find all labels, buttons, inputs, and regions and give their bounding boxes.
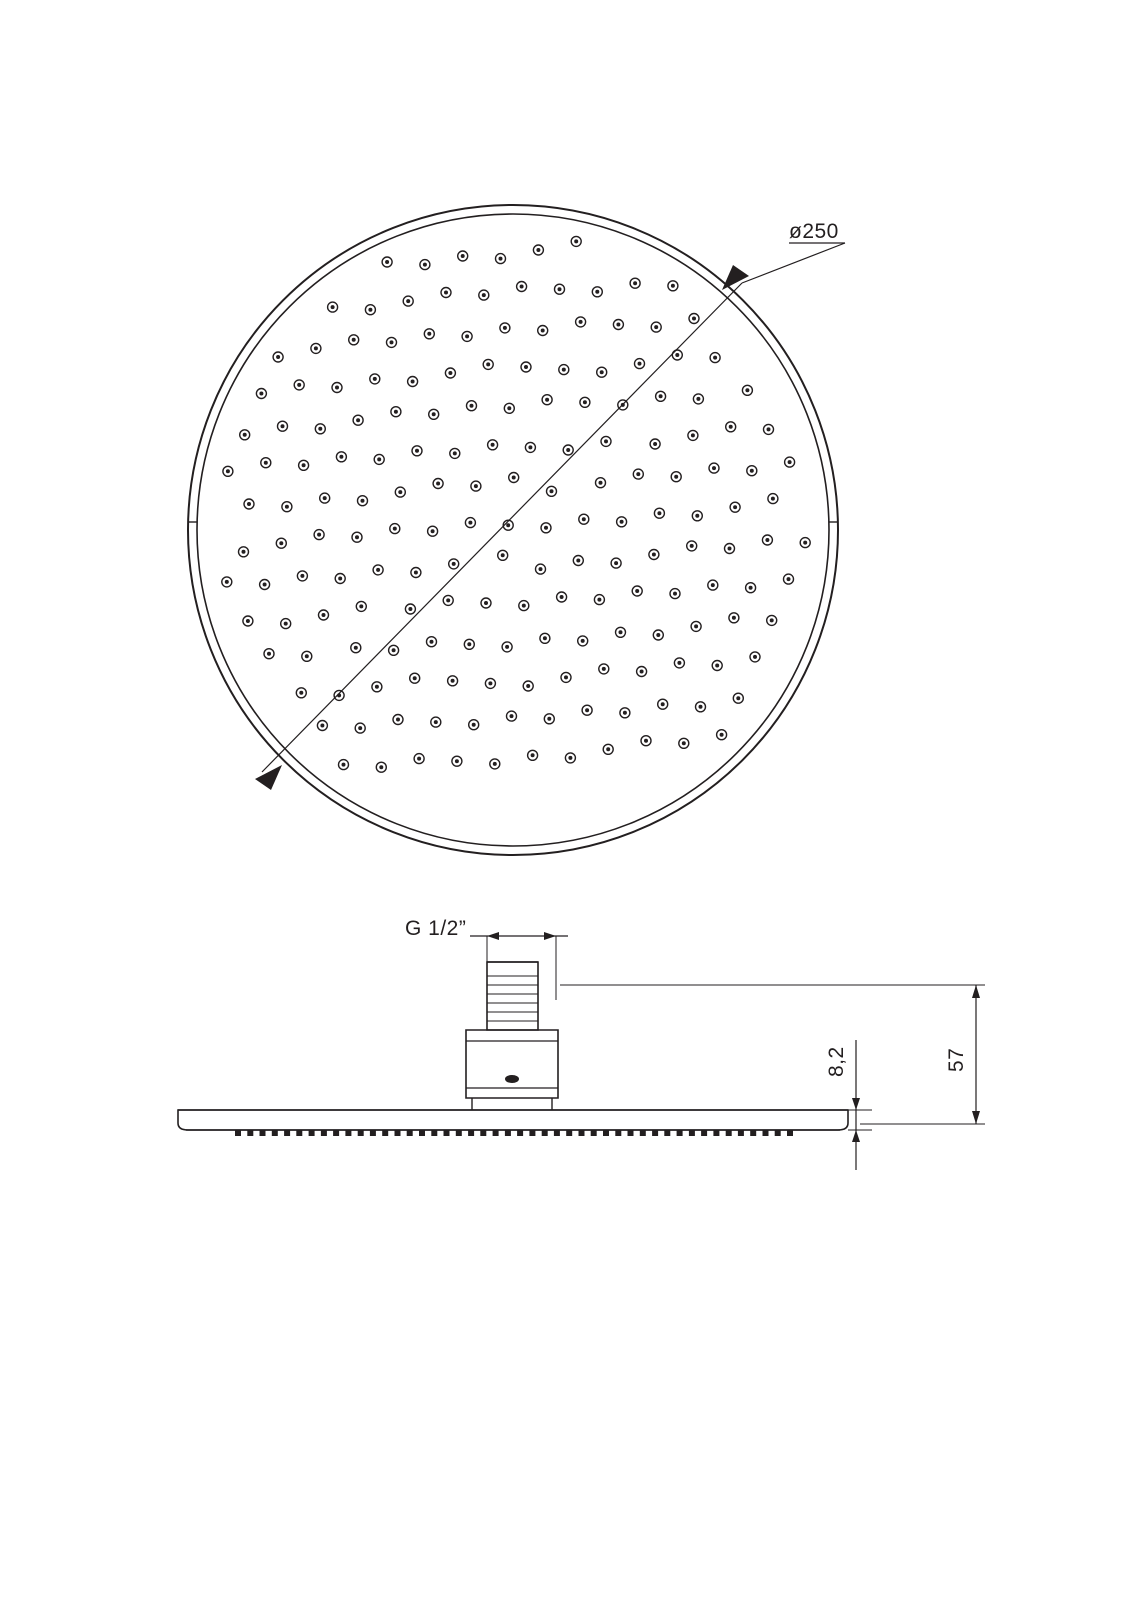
side-view-group	[178, 917, 985, 1170]
nozzle-hole	[560, 595, 564, 599]
nozzle-hole	[720, 733, 724, 737]
nozzle-tooth	[370, 1130, 376, 1136]
nozzle-hole	[652, 553, 656, 557]
nozzle-hole	[695, 514, 699, 518]
nozzle-tooth	[480, 1130, 486, 1136]
nozzle-hole	[246, 619, 250, 623]
nozzle-tooth	[763, 1130, 769, 1136]
nozzle-hole	[470, 404, 474, 408]
diameter-label: ø250	[789, 220, 839, 243]
nozzle-tooth	[554, 1130, 560, 1136]
nozzle-hole	[692, 317, 696, 321]
nozzle-tooth	[750, 1130, 756, 1136]
nozzle-hole	[373, 377, 377, 381]
nozzle-hole	[568, 756, 572, 760]
nozzle-hole	[526, 684, 530, 688]
nozzle-hole	[691, 433, 695, 437]
nozzle-hole	[335, 386, 339, 390]
nozzle-tooth	[235, 1130, 241, 1136]
nozzle-hole	[281, 424, 285, 428]
nozzle-tooth	[628, 1130, 634, 1136]
nozzle-hole	[493, 762, 497, 766]
nozzle-hole	[226, 469, 230, 473]
nozzle-hole	[413, 676, 417, 680]
nozzle-hole	[749, 586, 753, 590]
nozzle-tooth	[247, 1130, 253, 1136]
nozzle-hole	[356, 418, 360, 422]
nozzle-hole	[600, 370, 604, 374]
nozzle-hole	[394, 410, 398, 414]
nozzle-hole	[368, 308, 372, 312]
nozzle-tooth	[345, 1130, 351, 1136]
nozzle-hole	[259, 392, 263, 396]
nozzle-hole	[267, 652, 271, 656]
nozzle-hole	[543, 636, 547, 640]
nozzle-hole	[633, 281, 637, 285]
nozzle-hole	[675, 353, 679, 357]
nozzle-hole	[486, 362, 490, 366]
nozzle-tooth	[260, 1130, 266, 1136]
nozzle-hole	[732, 616, 736, 620]
nozzle-hole	[576, 559, 580, 563]
nozzle-hole	[491, 443, 495, 447]
diameter-arrow-start	[255, 765, 282, 790]
nozzle-tooth	[603, 1130, 609, 1136]
nozzle-hole	[300, 574, 304, 578]
nozzle-tooth	[689, 1130, 695, 1136]
nozzle-hole	[417, 757, 421, 761]
nozzle-tooth	[358, 1130, 364, 1136]
nozzle-hole	[616, 323, 620, 327]
nozzle-hole	[339, 455, 343, 459]
nozzle-hole	[302, 463, 306, 467]
nozzle-hole	[733, 505, 737, 509]
nozzle-hole	[654, 325, 658, 329]
nozzle-tooth	[529, 1130, 535, 1136]
nozzle-hole	[765, 538, 769, 542]
nozzle-hole	[323, 496, 327, 500]
nozzle-hole	[444, 291, 448, 295]
nozzle-hole	[355, 535, 359, 539]
nozzle-hole	[657, 511, 661, 515]
nozzle-hole	[482, 293, 486, 297]
top-view-group	[188, 205, 845, 855]
nozzle-teeth-strip	[235, 1130, 793, 1136]
nozzle-hole	[379, 765, 383, 769]
nozzle-hole	[788, 460, 792, 464]
nozzle-tooth	[309, 1130, 315, 1136]
nozzle-tooth	[775, 1130, 781, 1136]
nozzle-hole	[597, 598, 601, 602]
nozzle-hole	[541, 329, 545, 333]
nozzle-hole	[225, 580, 229, 584]
nozzle-hole	[505, 645, 509, 649]
nozzle-hole	[602, 667, 606, 671]
nozzle-hole	[467, 642, 471, 646]
nozzle-hole	[506, 523, 510, 527]
nozzle-hole	[434, 720, 438, 724]
nozzle-hole	[787, 577, 791, 581]
nozzle-hole	[414, 571, 418, 575]
nozzle-tooth	[664, 1130, 670, 1136]
nozzle-hole	[320, 724, 324, 728]
nozzle-hole	[375, 685, 379, 689]
nozzle-hole	[545, 398, 549, 402]
nozzle-tooth	[566, 1130, 572, 1136]
nozzle-hole	[465, 334, 469, 338]
nozzle-hole	[656, 633, 660, 637]
nozzle-hole	[696, 397, 700, 401]
nozzle-hole	[406, 299, 410, 303]
nozzle-hole	[771, 497, 775, 501]
nozzle-hole	[408, 607, 412, 611]
nozzle-hole	[317, 533, 321, 537]
nozzle-hole	[285, 505, 289, 509]
nozzle-hole	[472, 723, 476, 727]
nozzle-tooth	[382, 1130, 388, 1136]
nozzle-hole	[564, 675, 568, 679]
nozzle-hole	[767, 427, 771, 431]
nozzle-tooth	[296, 1130, 302, 1136]
nozzle-hole	[503, 326, 507, 330]
nozzle-hole	[531, 753, 535, 757]
nozzle-hole	[547, 717, 551, 721]
nozzle-tooth	[713, 1130, 719, 1136]
nozzle-tooth	[701, 1130, 707, 1136]
nozzle-hole	[606, 747, 610, 751]
nozzle-hole	[713, 356, 717, 360]
nozzle-hole	[436, 482, 440, 486]
nozzle-hole	[522, 604, 526, 608]
nozzle-hole	[507, 406, 511, 410]
nozzle-hole	[712, 466, 716, 470]
nozzle-hole	[653, 442, 657, 446]
nozzle-tooth	[615, 1130, 621, 1136]
nozzle-hole	[415, 449, 419, 453]
nozzle-hole	[558, 287, 562, 291]
nozzle-hole	[620, 520, 624, 524]
thickness-arrow-top	[852, 1098, 860, 1110]
nozzle-hole	[451, 679, 455, 683]
nozzle-hole	[682, 741, 686, 745]
nozzle-hole	[595, 290, 599, 294]
nozzle-hole	[520, 285, 524, 289]
nozzle-tooth	[517, 1130, 523, 1136]
thickness-label: 8,2	[825, 1046, 848, 1077]
nozzle-tooth	[493, 1130, 499, 1136]
nozzle-hole	[674, 475, 678, 479]
nozzle-hole	[392, 648, 396, 652]
nozzle-hole	[512, 476, 516, 480]
height-label: 57	[945, 1047, 968, 1072]
nozzle-tooth	[444, 1130, 450, 1136]
inlet-thread-body	[487, 962, 538, 1030]
nozzle-hole	[453, 451, 457, 455]
nozzle-hole	[427, 332, 431, 336]
nozzle-hole	[635, 589, 639, 593]
nozzle-hole	[614, 561, 618, 565]
nozzle-hole	[582, 517, 586, 521]
nozzle-tooth	[726, 1130, 732, 1136]
thread-dim-arrow-right	[544, 932, 556, 940]
nozzle-hole	[242, 550, 246, 554]
nozzle-hole	[638, 362, 642, 366]
nozzle-hole	[284, 622, 288, 626]
nozzle-hole	[544, 526, 548, 530]
height-arrow-top	[972, 985, 980, 998]
nozzle-hole	[699, 705, 703, 709]
nozzle-hole	[376, 568, 380, 572]
nozzle-hole	[550, 489, 554, 493]
nozzle-hole	[510, 714, 514, 718]
nozzle-hole	[318, 427, 322, 431]
nozzle-hole	[247, 502, 251, 506]
nozzle-hole	[694, 624, 698, 628]
height-arrow-bottom	[972, 1111, 980, 1124]
nozzle-hole	[461, 254, 465, 258]
nozzle-hole	[524, 365, 528, 369]
nozzle-hole	[604, 439, 608, 443]
nozzle-tooth	[787, 1130, 793, 1136]
nozzle-hole	[585, 708, 589, 712]
nozzle-hole	[297, 383, 301, 387]
nozzle-tooth	[738, 1130, 744, 1136]
nozzle-tooth	[468, 1130, 474, 1136]
nozzle-hole	[484, 601, 488, 605]
nozzle-hole	[359, 604, 363, 608]
nozzle-hole	[715, 664, 719, 668]
nozzle-hole	[474, 484, 478, 488]
nozzle-tooth	[591, 1130, 597, 1136]
nozzle-hole	[673, 592, 677, 596]
nozzle-hole	[711, 583, 715, 587]
nozzle-hole	[636, 472, 640, 476]
nozzle-tooth	[272, 1130, 278, 1136]
nozzle-hole	[536, 248, 540, 252]
nozzle-hole	[358, 726, 362, 730]
nozzle-hole	[398, 490, 402, 494]
nozzle-hole	[452, 562, 456, 566]
nozzle-hole	[305, 654, 309, 658]
nozzle-hole	[753, 655, 757, 659]
nozzle-hole	[528, 445, 532, 449]
nozzle-hole	[322, 613, 326, 617]
nozzle-hole	[736, 696, 740, 700]
nozzle-hole	[299, 691, 303, 695]
nozzle-tooth	[419, 1130, 425, 1136]
nozzle-hole	[352, 338, 356, 342]
nozzle-tooth	[407, 1130, 413, 1136]
diameter-dimension-line	[262, 283, 742, 772]
nozzle-hole	[354, 646, 358, 650]
nozzle-hole	[659, 394, 663, 398]
nozzle-hole	[581, 639, 585, 643]
nozzle-hole	[390, 340, 394, 344]
nozzle-hole	[574, 239, 578, 243]
nozzle-tooth	[640, 1130, 646, 1136]
nozzle-hole	[539, 567, 543, 571]
nozzle-hole	[770, 618, 774, 622]
nozzle-hole	[338, 577, 342, 581]
nozzle-hole	[455, 759, 459, 763]
shower-head-outer-circle	[188, 205, 838, 855]
nozzle-hole	[279, 541, 283, 545]
nozzle-tooth	[284, 1130, 290, 1136]
nozzle-tooth	[333, 1130, 339, 1136]
nozzle-hole	[468, 521, 472, 525]
nozzle-hole	[501, 553, 505, 557]
nozzle-tooth	[456, 1130, 462, 1136]
nozzle-hole	[640, 670, 644, 674]
nozzle-hole	[448, 371, 452, 375]
nozzle-hole	[361, 499, 365, 503]
nozzle-hole	[729, 425, 733, 429]
thread-dim-arrow-left	[487, 932, 499, 940]
nozzle-hole	[677, 661, 681, 665]
nozzle-hole	[488, 681, 492, 685]
nozzle-hole	[396, 718, 400, 722]
nozzle-hole	[803, 541, 807, 545]
nozzle-hole	[619, 630, 623, 634]
nozzle-hole	[423, 263, 427, 267]
nozzle-hole	[579, 320, 583, 324]
nozzle-hole	[276, 355, 280, 359]
nozzle-hole	[661, 702, 665, 706]
nozzle-hole	[411, 380, 415, 384]
nozzle-hole	[331, 305, 335, 309]
collar-pivot-screw	[505, 1075, 519, 1083]
nozzle-hole	[750, 469, 754, 473]
nozzle-hole	[430, 640, 434, 644]
nozzle-hole	[263, 583, 267, 587]
nozzle-hole	[342, 763, 346, 767]
nozzle-tooth	[321, 1130, 327, 1136]
nozzle-hole	[671, 284, 675, 288]
nozzle-tooth	[677, 1130, 683, 1136]
nozzle-hole	[446, 598, 450, 602]
nozzle-hole	[499, 257, 503, 261]
nozzle-tooth	[542, 1130, 548, 1136]
nozzle-hole	[599, 481, 603, 485]
nozzle-hole	[243, 433, 247, 437]
nozzle-hole	[728, 547, 732, 551]
shower-head-inner-circle	[197, 214, 829, 846]
thread-label: G 1/2”	[405, 917, 467, 940]
nozzle-pattern	[222, 236, 810, 772]
nozzle-tooth	[652, 1130, 658, 1136]
nozzle-hole	[562, 368, 566, 372]
thread-hatch	[487, 976, 538, 1021]
nozzle-hole	[745, 388, 749, 392]
nozzle-hole	[583, 400, 587, 404]
nozzle-hole	[623, 711, 627, 715]
nozzle-hole	[377, 457, 381, 461]
nozzle-hole	[393, 527, 397, 531]
nozzle-tooth	[395, 1130, 401, 1136]
nozzle-hole	[566, 448, 570, 452]
diameter-arrow-end	[722, 265, 749, 290]
shower-plate-profile	[178, 1110, 848, 1130]
nozzle-hole	[690, 544, 694, 548]
nozzle-hole	[314, 346, 318, 350]
nozzle-hole	[385, 260, 389, 264]
nozzle-hole	[432, 412, 436, 416]
nozzle-tooth	[505, 1130, 511, 1136]
nozzle-hole	[431, 529, 435, 533]
nozzle-tooth	[579, 1130, 585, 1136]
diameter-leader-line	[742, 243, 845, 283]
nozzle-hole	[264, 461, 268, 465]
thickness-arrow-bottom	[852, 1130, 860, 1142]
nozzle-tooth	[431, 1130, 437, 1136]
nozzle-hole	[644, 739, 648, 743]
